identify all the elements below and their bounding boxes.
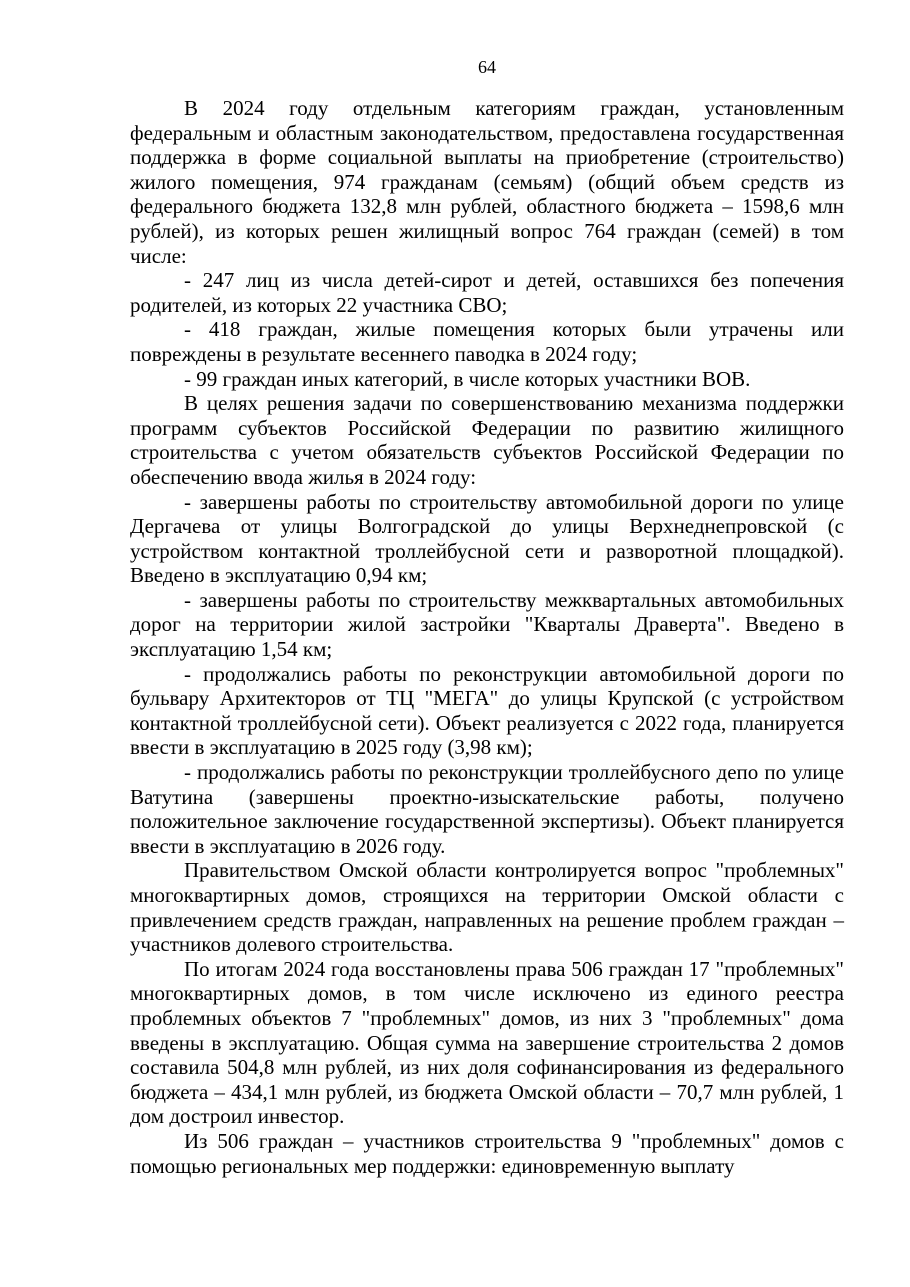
page-number: 64: [478, 57, 496, 77]
paragraph-regional-support: Из 506 граждан – участников строительства 9 "проблемных" домов с помощью региональных мер поддержки: единовременную выплату: [130, 1128, 844, 1178]
list-item-other-categories: - 99 граждан иных категорий, в числе которых участники ВОВ.: [184, 366, 751, 391]
list-item-draverta-roads: - завершены работы по строительству межквартальных автомобильных дорог на территории жилой застройки "Кварталы Драверта". Введено в эксплуатацию 1,54 км;: [130, 587, 844, 662]
paragraph-construction-program: В целях решения задачи по совершенствованию механизма поддержки программ субъектов Российской Федерации по развитию жилищного строительства с учетом обязательств субъектов Российской Федерации по обеспечению ввода жилья в 2024 году:: [130, 391, 844, 489]
list-item-dergacheva-road: - завершены работы по строительству автомобильной дороги по улице Дергачева от улицы Волгоградской до улицы Верхнеднепровской (с устройством контактной троллейбусной сети и разворотной площадкой). Введено в эксплуатацию 0,94 км;: [130, 489, 844, 588]
list-item-trolleybus-depot: - продолжались работы по реконструкции троллейбусного депо по улице Ватутина (завершены проектно-изыскательские работы, получено положительное заключение государственной экспертизы). Объект планируется ввести в эксплуатацию в 2026 году.: [130, 760, 844, 858]
list-item-architects-boulevard: - продолжались работы по реконструкции автомобильной дороги по бульвару Архитекторов от ТЦ "МЕГА" до улицы Крупской (с устройством контактной троллейбусной сети). Объект реализуется с 2022 года, планируется ввести в эксплуатацию в 2025 году (3,98 км);: [130, 661, 844, 760]
paragraph-2024-results: По итогам 2024 года восстановлены права 506 граждан 17 "проблемных" многоквартирных домов, в том числе исключено из единого реестра проблемных объектов 7 "проблемных" домов, из них 3 "проблемных" дома введены в эксплуатацию. Общая сумма на завершение строительства 2 домов составила 504,8 млн рублей, из них доля софинансирования из федерального бюджета – 434,1 млн рублей, из бюджета Омской области – 70,7 млн рублей, 1 дом достроил инвестор.: [130, 956, 844, 1129]
paragraph-problem-houses: Правительством Омской области контролируется вопрос "проблемных" многоквартирных домов, строящихся на территории Омской области с привлечением средств граждан, направленных на решение проблем граждан – участников долевого строительства.: [130, 858, 844, 957]
list-item-flood-victims: - 418 граждан, жилые помещения которых были утрачены или повреждены в результате весеннего паводка в 2024 году;: [130, 317, 844, 366]
list-item-orphans: - 247 лиц из числа детей-сирот и детей, оставшихся без попечения родителей, из которых 22 участника СВО;: [130, 268, 844, 317]
paragraph-housing-support: В 2024 году отдельным категориям граждан, установленным федеральным и областным законодательством, предоставлена государственная поддержка в форме социальной выплаты на приобретение (строительство) жилого помещения, 974 гражданам (семьям) (общий объем средств из федерального бюджета 132,8 млн рублей, областного бюджета – 1598,6 млн рублей), из которых решен жилищный вопрос 764 граждан (семей) в том числе:: [130, 96, 844, 268]
document-body: [130, 96, 844, 1178]
